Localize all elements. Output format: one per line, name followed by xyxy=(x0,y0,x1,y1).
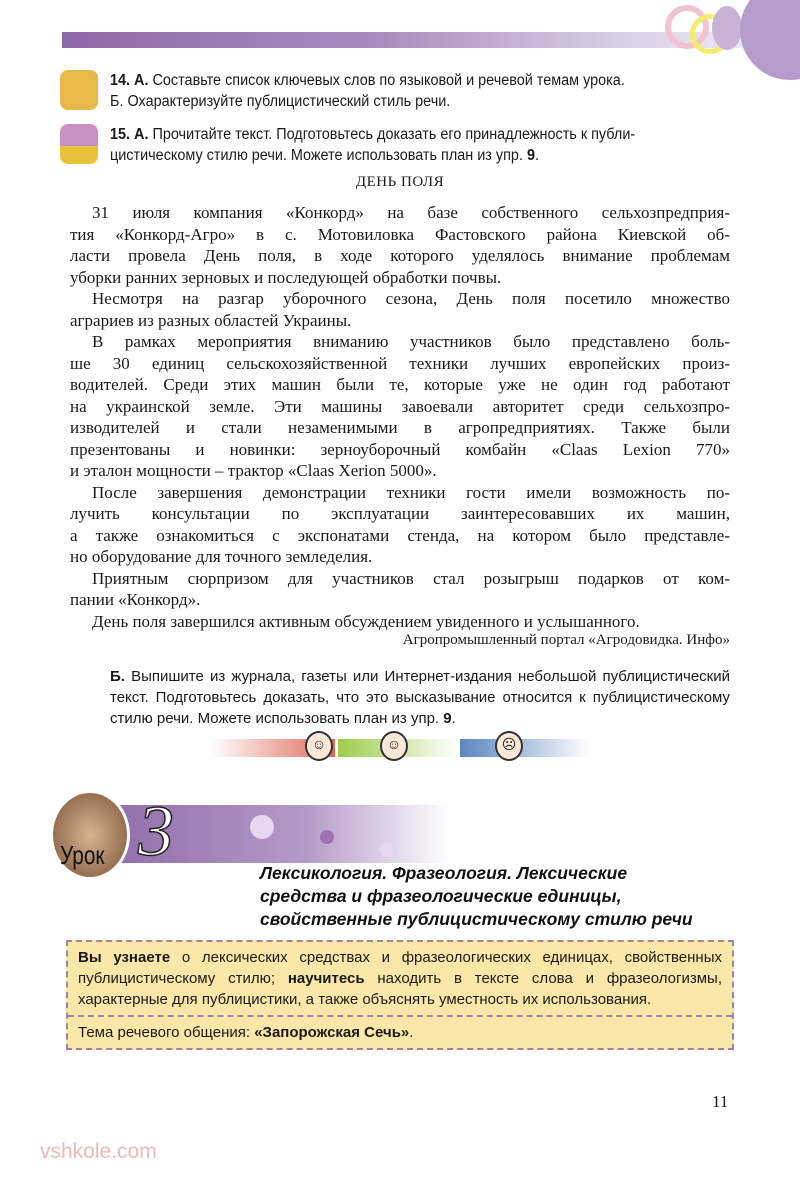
punct: . xyxy=(451,710,456,727)
task-ref: 9 xyxy=(443,710,452,727)
watermark: vshkole.com xyxy=(40,1140,157,1163)
article-line: презентованы и новинки: зерноуборочный комбайн «Claas Lexion 770» xyxy=(70,439,730,459)
lesson-label: Урок xyxy=(60,840,105,870)
article-line: В рамках мероприятия вниманию участников было представлено боль- xyxy=(92,332,730,351)
task-text: Выпишите из журнала, газеты или Интернет-издания небольшой публицистический текст. Подготовьтесь доказать, что это высказывание относится к публицистическому стилю речи. Можете использовать план из упр. xyxy=(110,668,731,727)
article-line: а также ознакомиться с экспонатами стенда, на котором было представле- xyxy=(70,525,730,545)
exercise-15 xyxy=(110,124,691,166)
topic-label: Тема речевого общения: xyxy=(78,1024,255,1041)
lesson-number: 3 xyxy=(138,791,174,871)
exercise-text: Составьте список ключевых слов по языковой и речевой темам урока. xyxy=(152,72,625,89)
article-body xyxy=(70,202,730,632)
header-bar xyxy=(62,32,762,48)
article-line: После завершения демонстрации техники гости имели возможность по- xyxy=(92,482,730,502)
topic-value: «Запорожская Сечь» xyxy=(254,1024,410,1041)
goal-label: Вы узнаете xyxy=(78,949,171,966)
article-line: водителей. Среди этих машин были те, которые уже не один год работают xyxy=(70,375,730,394)
owl-icon xyxy=(60,70,98,110)
article-source: Агропромышленный портал «Агродовидка. Инфо» xyxy=(402,632,730,648)
goals-text xyxy=(68,942,732,1017)
smile-face-icon: ☺ xyxy=(380,731,408,761)
article-line: аграриев из разных областей Украины. xyxy=(70,310,352,330)
mood-scale xyxy=(210,739,590,757)
sad-face-icon: ☹ xyxy=(495,731,523,761)
article-line: но оборудование для точного земледелия. xyxy=(70,547,373,566)
exercise-text: Б. Охарактеризуйте публицистический стиль речи. xyxy=(110,93,451,110)
article-line: тия «Конкорд-Агро» в с. Мотовиловка Фастовского района Киевской об- xyxy=(70,224,730,244)
article-line: ласти провела День поля, в ходе которого уделялось внимание проблемам xyxy=(70,246,730,265)
happy-face-icon: ☺ xyxy=(305,731,333,761)
task-b xyxy=(110,666,730,729)
exercise-ref: 9 xyxy=(526,147,535,164)
article-line: ше 30 единиц сельскохозяйственной техники лучших европейских произ- xyxy=(70,353,730,373)
article-title: ДЕНЬ ПОЛЯ xyxy=(355,174,445,190)
goal-text: находить в тексте слова и фразеологизмы, характерные для публицистики, а также объяснять уместность их использования. xyxy=(78,970,722,1008)
page-number: 11 xyxy=(712,1092,729,1111)
lesson-title-line: свойственные публицистическому стилю речи xyxy=(260,909,693,929)
snail-book-icon xyxy=(60,124,98,164)
article-line: на украинской земле. Эти машины завоевали авторитет среди сельхозпро- xyxy=(70,396,730,416)
article-line: День поля завершился активным обсуждением увиденного и услышанного. xyxy=(92,611,640,631)
article-line: лучить консультации по эксплуатации заинтересовавших их машин, xyxy=(70,504,730,523)
punct: . xyxy=(409,1024,414,1041)
exercise-text: Прочитайте текст. Подготовьтесь доказать его принадлежность к публи- xyxy=(152,126,636,143)
article-line: и эталон мощности – трактор «Claas Xerion 5000». xyxy=(70,461,437,480)
lesson-title-line: Лексикология. Фразеология. Лексические xyxy=(260,863,628,883)
article-line: Несмотря на разгар уборочного сезона, День поля посетило множество xyxy=(92,289,730,308)
article-line: Приятным сюрпризом для участников стал розыгрыш подарков от ком- xyxy=(92,568,730,588)
lesson-title xyxy=(260,862,693,931)
goal-text: о лексических средствах и фразеологических единицах, свойственных публицистическому стилю; xyxy=(78,949,722,987)
goal-label: научитесь xyxy=(287,970,365,987)
speech-topic xyxy=(68,1017,732,1048)
exercise-number: 14. А. xyxy=(110,72,149,89)
exercise-14 xyxy=(110,70,691,112)
exercise-number: 15. А. xyxy=(110,126,149,143)
lesson-title-line: средства и фразеологические единицы, xyxy=(260,886,622,906)
article-line: 31 июля компания «Конкорд» на базе собственного сельхозпредприя- xyxy=(92,203,730,222)
task-label: Б. xyxy=(110,668,125,685)
article-line: изводителей и стали незаменимыми в агропредприятиях. Также были xyxy=(70,418,730,437)
article-line: уборки ранних зерновых и последующей обработки почвы. xyxy=(70,267,502,287)
lesson-goals-box xyxy=(66,940,734,1050)
exercise-text: цистическому стилю речи. Можете использовать план из упр. xyxy=(110,147,523,164)
article-line: пании «Конкорд». xyxy=(70,590,201,609)
punct: . xyxy=(534,147,539,164)
